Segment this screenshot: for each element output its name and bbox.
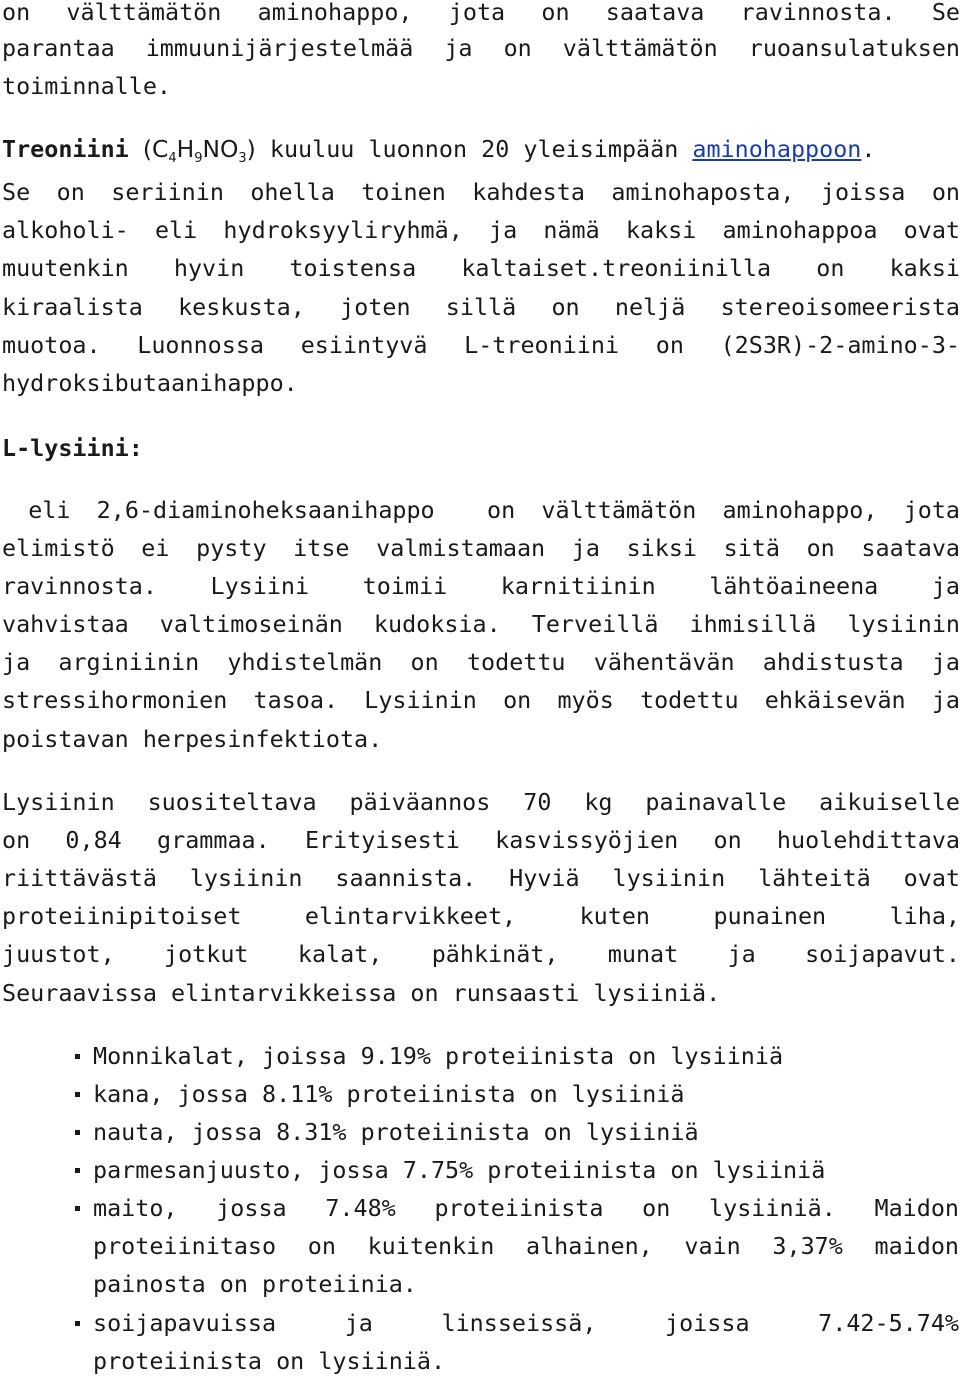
text-line: muotoa. Luonnossa esiintyvä L-treoniini on (2S3R)-2-amino-3- bbox=[2, 331, 960, 359]
threonine-name: Treoniini bbox=[2, 135, 129, 163]
formula-subscript: 9 bbox=[194, 151, 203, 166]
text-line: Se on seriinin ohella toinen kahdesta aminohaposta, joissa on bbox=[2, 178, 960, 206]
text-span: kuuluu luonnon 20 yleisimpään bbox=[255, 135, 693, 163]
text-span: . bbox=[861, 135, 876, 163]
list-item-text: proteiinista on lysiiniä. bbox=[93, 1347, 446, 1375]
chemical-formula bbox=[142, 135, 256, 166]
text-line: riittävästä lysiinin saannista. Hyviä lysiinin lähteitä ovat bbox=[2, 864, 960, 892]
bullet-icon bbox=[75, 1151, 85, 1189]
bullet-icon bbox=[75, 1304, 85, 1342]
aminohappoon-link[interactable]: aminohappoon bbox=[692, 135, 862, 163]
text-line: hydroksibutaanihappo. bbox=[2, 369, 298, 397]
formula-part: NO bbox=[202, 135, 239, 163]
text-line: toiminnalle. bbox=[2, 72, 171, 100]
text-line: poistavan herpesinfektiota. bbox=[2, 725, 383, 753]
text-line: stressihormonien tasoa. Lysiinin on myös todettu ehkäisevän ja bbox=[2, 686, 960, 714]
list-item-text: kana, jossa 8.11% proteiinista on lysiiniä bbox=[93, 1080, 685, 1108]
text-line: proteiinipitoiset elintarvikkeet, kuten punainen liha, bbox=[2, 902, 960, 930]
text-line: ja arginiinin yhdistelmän on todettu vähentävän ahdistusta ja bbox=[2, 648, 960, 676]
formula-part: H bbox=[176, 135, 195, 163]
formula-subscript: 4 bbox=[168, 151, 177, 166]
text-line: ravinnosta. Lysiini toimii karnitiinin lähtöaineena ja bbox=[2, 572, 960, 600]
formula-part: (C bbox=[142, 135, 169, 163]
bullet-icon bbox=[75, 1113, 85, 1151]
formula-part: ) bbox=[246, 135, 256, 163]
text-line: Lysiinin suositeltava päiväannos 70 kg painavalle aikuiselle bbox=[2, 788, 960, 816]
text-line: vahvistaa valtimoseinän kudoksia. Terveillä ihmisillä lysiinin bbox=[2, 610, 960, 638]
list-item-text: Monnikalat, joissa 9.19% proteiinista on lysiiniä bbox=[93, 1042, 784, 1070]
list-item-text: parmesanjuusto, jossa 7.75% proteiinista on lysiiniä bbox=[93, 1156, 826, 1184]
text-line: muutenkin hyvin toistensa kaltaiset.treoniinilla on kaksi bbox=[2, 254, 960, 282]
lysine-heading-text: L-lysiini: bbox=[2, 434, 143, 462]
bullet-icon bbox=[75, 1075, 85, 1113]
list-item-text: maito, jossa 7.48% proteiinista on lysiiniä. Maidon bbox=[93, 1194, 959, 1222]
bullet-icon bbox=[75, 1037, 85, 1075]
threonine-first-line bbox=[2, 130, 875, 168]
text-line: Seuraavissa elintarvikkeissa on runsaasti lysiiniä. bbox=[2, 979, 721, 1007]
formula-subscript: 3 bbox=[238, 151, 247, 166]
text-line: on välttämätön aminohappo, jota on saatava ravinnosta. Se bbox=[2, 0, 960, 26]
list-item-text: nauta, jossa 8.31% proteiinista on lysiiniä bbox=[93, 1118, 699, 1146]
list-item-text: proteiinitaso on kuitenkin alhainen, vain 3,37% maidon bbox=[93, 1232, 959, 1260]
text-line: alkoholi- eli hydroksyyliryhmä, ja nämä kaksi aminohappoa ovat bbox=[2, 216, 960, 244]
text-line: on 0,84 grammaa. Erityisesti kasvissyöjien on huolehdittava bbox=[2, 826, 960, 854]
text-line: kiraalista keskusta, joten sillä on neljä stereoisomeerista bbox=[2, 293, 960, 321]
list-item-text: painosta on proteiinia. bbox=[93, 1270, 417, 1298]
text-line: parantaa immuunijärjestelmää ja on välttämätön ruoansulatuksen bbox=[2, 34, 960, 62]
bullet-icon bbox=[75, 1189, 85, 1227]
text-line: elimistö ei pysty itse valmistamaan ja siksi sitä on saatava bbox=[2, 534, 960, 562]
lysine-heading bbox=[2, 429, 143, 467]
list-item-text: soijapavuissa ja linsseissä, joissa 7.42-5.74% bbox=[93, 1309, 959, 1337]
text-line: eli 2,6-diaminoheksaanihappo on välttämätön aminohappo, jota bbox=[2, 496, 960, 524]
text-line: juustot, jotkut kalat, pähkinät, munat ja soijapavut. bbox=[2, 940, 960, 968]
